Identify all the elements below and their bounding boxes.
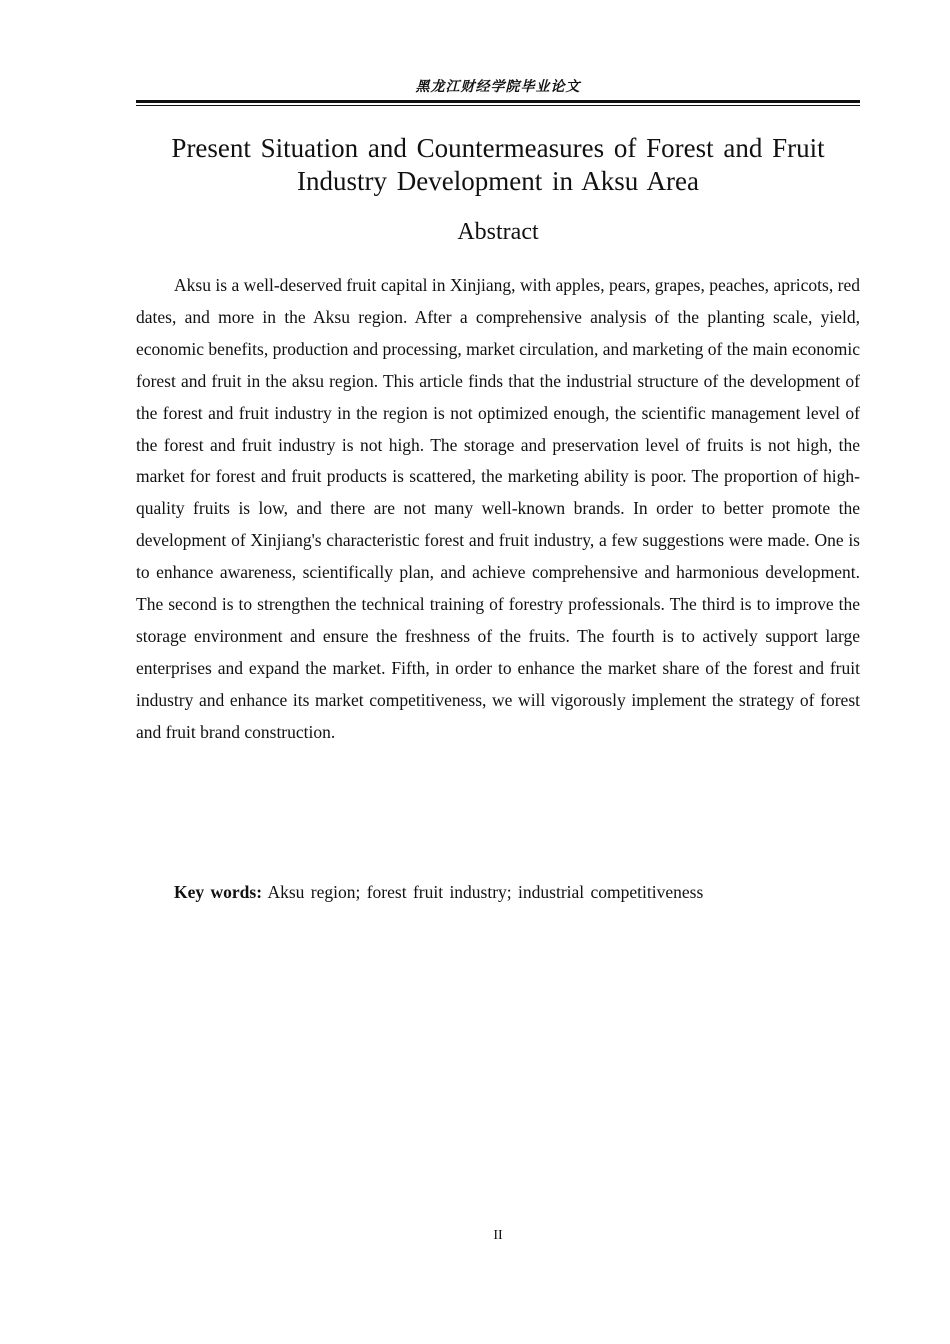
keywords-label: Key words:	[174, 882, 263, 902]
running-header: 黑龙江财经学院毕业论文	[415, 80, 581, 95]
page-number: II	[493, 1228, 503, 1243]
keywords-value: Aksu region; forest fruit industry; industrial competitiveness	[267, 882, 704, 902]
abstract-body: Aksu is a well-deserved fruit capital in Xinjiang, with apples, pears, grapes, peaches, apricots, red dates, and more in the Aksu region. After a comprehensive analysis of the planting scale, yield, economic benefits, production and processing, market circulation, and marketing of the main economic forest and fruit in the aksu region. This article finds that the industrial structure of the development of the forest and fruit industry in the region is not optimized enough, the scientific management level of the forest and fruit industry is not high. The storage and preservation level of fruits is not high, the market for forest and fruit products is scattered, the marketing ability is poor. The proportion of high-quality fruits is low, and there are not many well-known brands. In order to better promote the development of Xinjiang's characteristic forest and fruit industry, a few suggestions were made. One is to enhance awareness, scientifically plan, and achieve comprehensive and harmonious development. The second is to strengthen the technical training of forestry professionals. The third is to improve the storage environment and ensure the freshness of the fruits. The fourth is to actively support large enterprises and expand the market. Fifth, in order to enhance the market share of the forest and fruit industry and enhance its market competitiveness, we will vigorously implement the strategy of forest and fruit brand construction.	[136, 275, 860, 742]
keywords-line	[136, 876, 860, 908]
header-double-rule	[136, 100, 860, 106]
abstract-heading: Abstract	[457, 219, 539, 245]
paper-title: Present Situation and Countermeasures of Forest and Fruit Industry Development in Aksu Area	[171, 133, 825, 196]
